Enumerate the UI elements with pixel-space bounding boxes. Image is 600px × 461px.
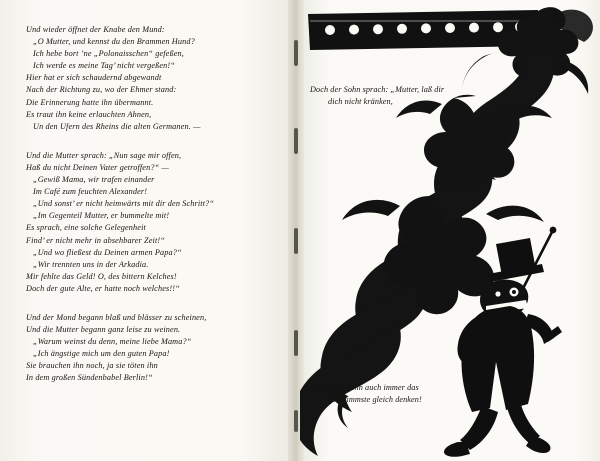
binding-stitch — [294, 410, 298, 432]
poem-line: Doch der gute Alte, er hatte noch welches!!“ — [26, 283, 180, 293]
poem-line: Und der Mond begann blaß und blässer zu scheinen, — [26, 312, 207, 322]
poem-line: „Wir trennten uns in der Arkadia. — [33, 259, 149, 269]
poem-line: Nach der Richtung zu, wo der Ehmer stand: — [26, 85, 177, 95]
poem-line: „Und sonst’ er nicht heimwärts mit dir den Schritt?“ — [33, 199, 215, 209]
caption-bottom-line: Wer wird denn auch immer das — [314, 383, 419, 392]
poem-line: „Ich ängstige mich um den guten Papa! — [33, 349, 170, 359]
poem-line: „Und wo fließest du Deinen armen Papa?“ — [33, 247, 182, 257]
poem-line: Es traut ihn keine erlauchten Ahnen, — [26, 109, 152, 119]
poem-line: Die Erinnerung hatte ihn übermannt. — [26, 97, 154, 107]
poem-line: Mir fehlte das Geld! O, des bittern Kelches! — [26, 271, 177, 281]
poem-line: Sie brauchen ihn noch, ja sie töten ihn — [26, 361, 158, 371]
caption-top-line: Doch der Sohn sprach: „Mutter, laß dir — [310, 85, 445, 94]
caption-top — [310, 84, 444, 107]
binding-stitch — [294, 330, 298, 356]
poem-line: Haß du nicht Deinen Vater getroffen?“ — — [26, 162, 169, 172]
poem-line: Ich hebe bort ’ne „Polonaisschen“ gefeßen, — [33, 49, 184, 59]
poem-line: Find’ er nicht mehr in absehbarer Zeit!“ — [26, 235, 165, 245]
poem-line: Es sprach, eine solche Gelegenheit — [26, 223, 146, 233]
poem-line: Und wieder öffnet der Knabe den Mund: — [26, 25, 165, 34]
poem-line: Im Café zum feuchten Alexander! — [33, 187, 148, 197]
poem-line: „Warum weinst du denn, meine liebe Mama?“ — [33, 337, 192, 347]
caption-bottom-line: Schlimmste gleich denken! — [332, 394, 422, 404]
poem-line: Un den Ufern des Rheins die alten Germanen. — — [33, 121, 201, 131]
caption-bottom — [314, 382, 422, 405]
binding-stitch — [294, 128, 298, 154]
poem-line: Hier hat er sich schaudernd abgewandt — [26, 73, 162, 83]
poem-stanza — [26, 24, 274, 133]
caption-top-line: dich nicht kränken, — [328, 96, 393, 106]
poem-line: Ich werde es meine Tag’ nicht vergeßen!“ — [33, 61, 175, 71]
poem-line: „O Mutter, und kennst du den Brammen Hund? — [33, 37, 195, 47]
poem-stanza — [26, 312, 274, 385]
poem-stanza — [26, 150, 274, 295]
binding-stitch — [294, 228, 298, 254]
poem-text — [26, 24, 274, 402]
poem-line: Und die Mutter sprach: „Nun sage mir offen, — [26, 150, 182, 160]
demon-winged-mid — [396, 95, 552, 192]
binding-stitch — [294, 40, 298, 66]
poem-line: In dem großen Sündenbabel Berlin!“ — [26, 373, 153, 383]
poem-line: Und die Mutter begann ganz leise zu weinen. — [26, 325, 181, 335]
illustration — [300, 0, 600, 461]
poem-line: „Gewiß Mama, wir trafen einander — [33, 175, 155, 185]
poem-line: „Im Gegenteil Mutter, er bummelte mit! — [33, 211, 170, 221]
